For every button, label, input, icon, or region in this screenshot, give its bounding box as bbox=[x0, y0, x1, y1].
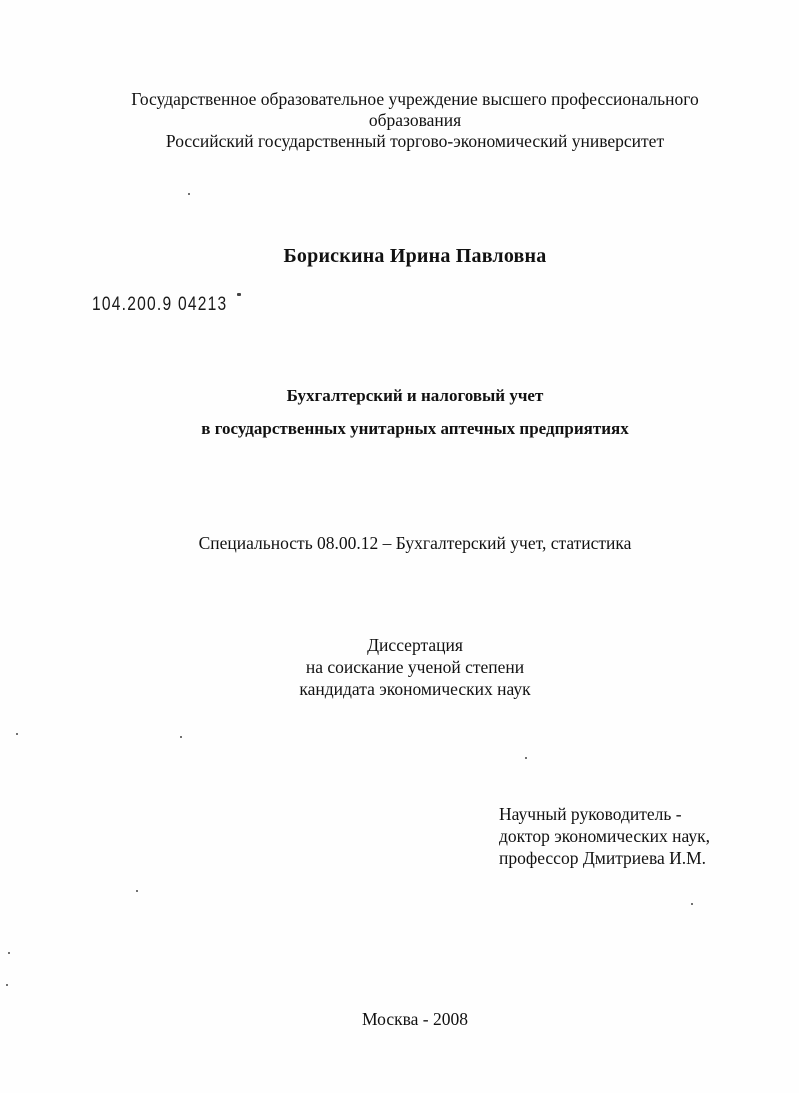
degree-line-1: Диссертация bbox=[367, 635, 463, 655]
title-line-2: в государственных унитарных аптечных предприятиях bbox=[201, 419, 629, 438]
scan-speck bbox=[237, 293, 241, 296]
scan-speck bbox=[136, 890, 138, 892]
scan-speck bbox=[180, 736, 182, 738]
institution-line-3: Российский государственный торгово-экономический университет bbox=[165, 131, 665, 151]
institution-line-1: Государственное образовательное учреждение высшего профессионального bbox=[131, 89, 699, 109]
degree-line-2: на соискание ученой степени bbox=[305, 657, 525, 677]
scan-speck bbox=[188, 193, 190, 195]
scan-speck bbox=[8, 952, 10, 954]
registry-number: 104.200.9 04213 bbox=[92, 294, 228, 315]
scan-speck bbox=[525, 757, 527, 759]
supervisor-line-2: доктор экономических наук, bbox=[499, 826, 710, 846]
supervisor-line-1: Научный руководитель - bbox=[499, 804, 682, 824]
title-line-1: Бухгалтерский и налоговый учет bbox=[286, 386, 544, 405]
scan-speck bbox=[691, 903, 693, 905]
scan-speck bbox=[16, 733, 18, 735]
institution-line-2: образования bbox=[368, 110, 462, 130]
city-year: Москва - 2008 bbox=[362, 1009, 468, 1029]
specialty: Специальность 08.00.12 – Бухгалтерский учет, статистика bbox=[198, 533, 632, 553]
scan-speck bbox=[6, 984, 8, 986]
author-name: Борискина Ирина Павловна bbox=[283, 245, 547, 267]
degree-line-3: кандидата экономических наук bbox=[299, 679, 531, 699]
supervisor-line-3: профессор Дмитриева И.М. bbox=[499, 848, 707, 868]
